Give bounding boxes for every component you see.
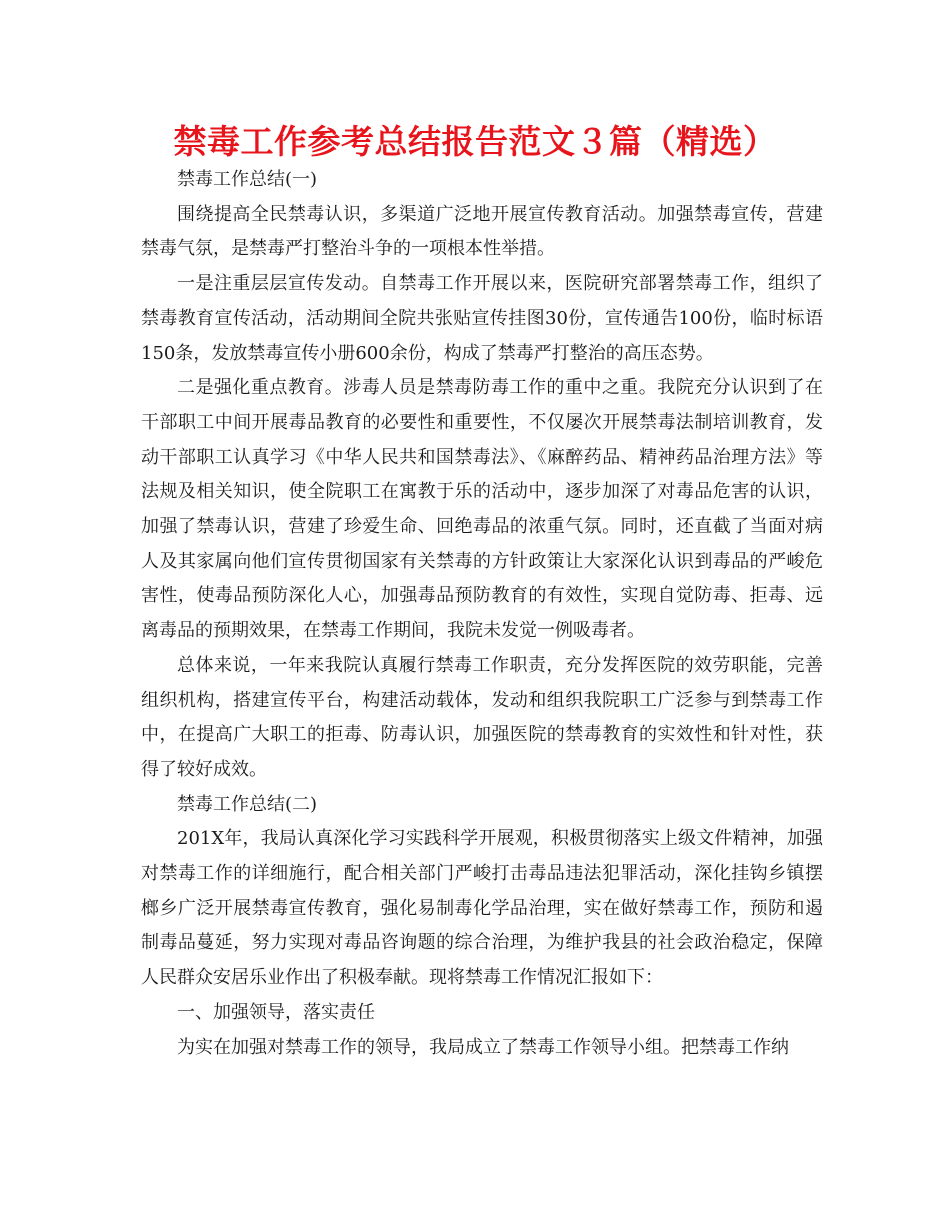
paragraph: 一是注重层层宣传发动。自禁毒工作开展以来，医院研究部署禁毒工作，组织了禁毒教育宣传活动，活动期间全院共张贴宣传挂图30份，宣传通告100份，临时标语150条，发放禁毒宣传小册600余份，构成了禁毒严打整治的高压态势。 [141,273,823,364]
paragraph: 总体来说，一年来我院认真履行禁毒工作职责，充分发挥医院的效劳职能，完善组织机构，搭建宣传平台，构建活动载体，发动和组织我院职工广泛参与到禁毒工作中，在提高广大职工的拒毒、防毒认识，加强医院的禁毒教育的实效性和针对性，获得了较好成效。 [141,654,823,780]
paragraph: 围绕提高全民禁毒认识，多渠道广泛地开展宣传教育活动。加强禁毒宣传，营建禁毒气氛，是禁毒严打整治斗争的一项根本性举措。 [141,203,823,260]
section-heading: 禁毒工作总结(二) [177,793,318,815]
paragraph: 201X年，我局认真深化学习实践科学开展观，积极贯彻落实上级文件精神，加强对禁毒工作的详细施行，配合相关部门严峻打击毒品违法犯罪活动，深化挂钩乡镇摆榔乡广泛开展禁毒宣传教育，强化易制毒化学品治理，实在做好禁毒工作，预防和遏制毒品蔓延，努力实现对毒品咨询题的综合治理，为维护我县的社会政治稳定，保障人民群众安居乐业作出了积极奉献。现将禁毒工作情况汇报如下： [141,828,823,989]
document-title: 禁毒工作参考总结报告范文３篇（精选） [173,122,777,161]
document-body [141,163,823,1065]
paragraph: 二是强化重点教育。涉毒人员是禁毒防毒工作的重中之重。我院充分认识到了在干部职工中间开展毒品教育的必要性和重要性，不仅屡次开展禁毒法制培训教育，发动干部职工认真学习《中华人民共和国禁毒法》、《麻醉药品、精神药品治理方法》等法规及相关知识，使全院职工在寓教于乐的活动中，逐步加深了对毒品危害的认识，加强了禁毒认识，营建了珍爱生命、回绝毒品的浓重气氛。同时，还直截了当面对病人及其家属向他们宣传贯彻国家有关禁毒的方针政策让大家深化认识到毒品的严峻危害性，使毒品预防深化人心，加强毒品预防教育的有效性，实现自觉防毒、拒毒、远离毒品的预期效果，在禁毒工作期间，我院未发觉一例吸毒者。 [141,377,823,642]
sub-heading: 一、加强领导，落实责任 [177,1001,375,1023]
paragraph: 为实在加强对禁毒工作的领导，我局成立了禁毒工作领导小组。把禁毒工作纳 [177,1036,789,1058]
section-heading: 禁毒工作总结(一) [177,169,318,190]
